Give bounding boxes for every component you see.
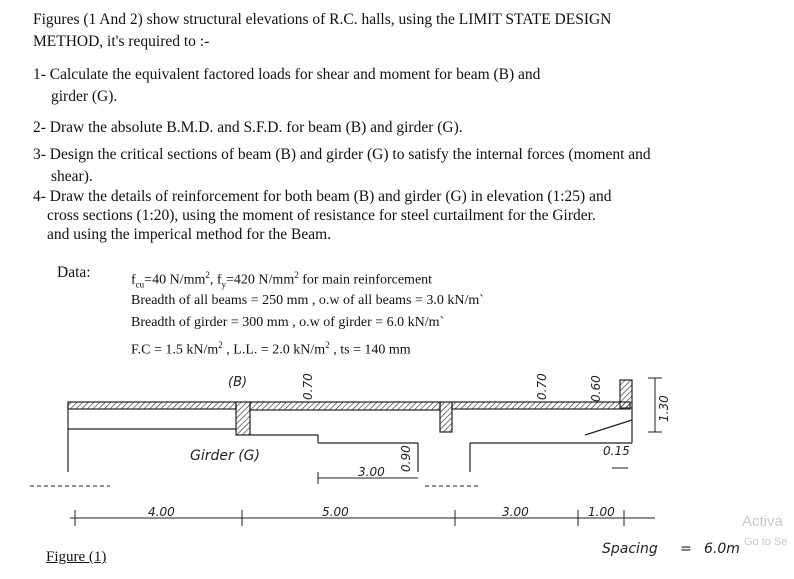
dim-015: 0.15: [603, 444, 630, 458]
beam-mid-section: [440, 402, 452, 432]
spacing-equals: =: [680, 541, 692, 557]
span-300: 3.00: [502, 505, 529, 519]
data-line-beams: Breadth of all beams = 250 mm , o.w of all beams = 3.0 kN/m`: [131, 293, 484, 308]
span-100: 1.00: [588, 505, 615, 519]
task-3: 3- Design the critical sections of beam (B) and girder (G) to satisfy the internal forces (moment and: [33, 146, 651, 163]
beam-b-section: [236, 402, 250, 435]
intro-line-1: Figures (1 And 2) show structural elevations of R.C. halls, using the LIMIT STATE DESIGN: [33, 11, 612, 28]
dim-070-left: 0.70: [301, 373, 315, 400]
slab-right: [452, 402, 630, 409]
task-3-cont: shear).: [51, 168, 93, 185]
dim-300-inner: 3.00: [358, 465, 385, 479]
slab-mid: [250, 402, 440, 410]
data-line-girder: Breadth of girder = 300 mm , o.w of girder = 6.0 kN/m`: [131, 315, 445, 330]
data-line-strengths: $f_{cu}=40$ $N/mm^2$, $f_y=420$ $N/mm^2$ for main reinforcement: [131, 270, 433, 290]
figure-caption: Figure (1): [46, 549, 107, 565]
intro-line-2: METHOD, it's required to :-: [33, 33, 210, 50]
task-4-cont: cross sections (1:20), using the moment of resistance for steel curtailment for the Girder.: [47, 207, 596, 224]
dim-090: 0.90: [399, 445, 413, 472]
data-label: Data:: [57, 264, 91, 281]
task-4: 4- Draw the details of reinforcement for both beam (B) and girder (G) in elevation (1:25) and: [33, 188, 612, 205]
dim-060: 0.60: [589, 375, 603, 402]
structural-elevation-figure: [0, 360, 794, 579]
dim-070-right: 0.70: [535, 373, 549, 400]
activate-watermark: Activa: [742, 513, 783, 530]
task-2: 2- Draw the absolute B.M.D. and S.F.D. for beam (B) and girder (G).: [33, 119, 463, 136]
task-4-cont-2: and using the imperical method for the Beam.: [47, 226, 332, 243]
slab-left: [68, 402, 236, 409]
task-1-cont: girder (G).: [51, 88, 118, 105]
dim-130: 1.30: [657, 395, 671, 422]
data-line-loads: F.C = 1.5 $kN/m^2$ , L.L. = 2.0 $kN/m^2$ , ts = 140 mm: [131, 340, 411, 358]
span-400: 4.00: [148, 505, 175, 519]
spacing-value: 6.0m: [704, 541, 740, 557]
upstand: [620, 380, 632, 408]
spacing-label: Spacing: [602, 541, 658, 557]
task-1: 1- Calculate the equivalent factored loads for shear and moment for beam (B) and: [33, 66, 541, 83]
span-500: 5.00: [322, 505, 349, 519]
girder-g-label: Girder (G): [190, 448, 260, 464]
goto-settings-watermark: Go to Se: [744, 536, 788, 548]
beam-b-label: (B): [228, 375, 248, 390]
